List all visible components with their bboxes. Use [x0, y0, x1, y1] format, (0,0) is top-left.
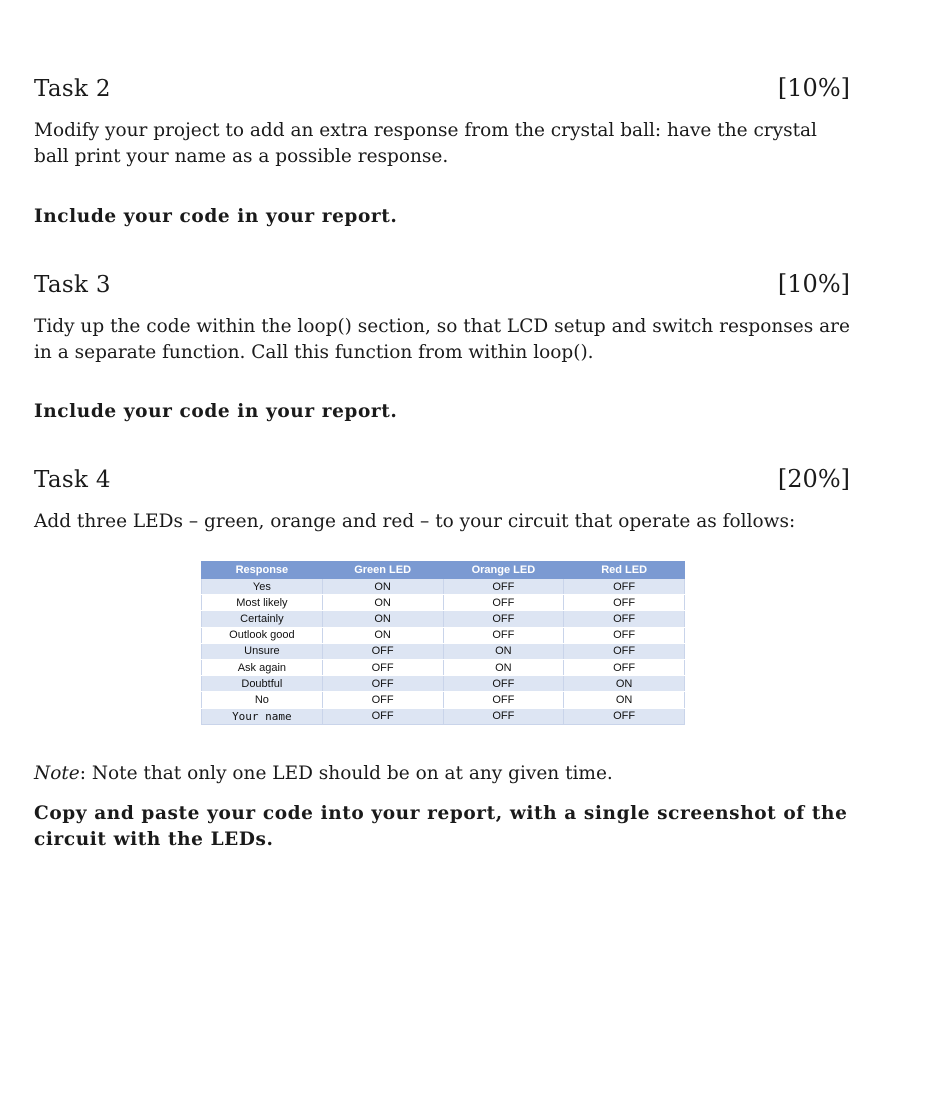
task-3-title: Task 3: [34, 272, 111, 298]
orange-led-cell: OFF: [443, 708, 564, 724]
red-led-cell: OFF: [564, 708, 685, 724]
green-led-cell: OFF: [322, 676, 443, 692]
table-row: [202, 708, 685, 724]
table-row: [202, 676, 685, 692]
column-header-green-led: Green LED: [322, 562, 443, 579]
green-led-cell: ON: [322, 595, 443, 611]
response-cell: Yes: [202, 579, 323, 595]
green-led-cell: OFF: [322, 708, 443, 724]
led-response-table: [201, 561, 685, 725]
task-2-title: Task 2: [34, 76, 111, 102]
green-led-cell: OFF: [322, 692, 443, 708]
red-led-cell: OFF: [564, 643, 685, 659]
response-cell: Unsure: [202, 643, 323, 659]
response-cell: Your name: [202, 708, 323, 724]
response-cell: No: [202, 692, 323, 708]
task-4-title: Task 4: [34, 467, 111, 493]
green-led-cell: ON: [322, 579, 443, 595]
response-cell: Doubtful: [202, 676, 323, 692]
table-row: [202, 659, 685, 675]
orange-led-cell: ON: [443, 643, 564, 659]
task-2-header: [34, 74, 850, 102]
table-row: [202, 595, 685, 611]
task-4-mark: [20%]: [777, 465, 850, 493]
red-led-cell: ON: [564, 692, 685, 708]
note-text: : Note that only one LED should be on at any given time.: [79, 763, 613, 784]
column-header-red-led: Red LED: [564, 562, 685, 579]
table-row: [202, 627, 685, 643]
orange-led-cell: OFF: [443, 595, 564, 611]
red-led-cell: ON: [564, 676, 685, 692]
task-4-description: Add three LEDs – green, orange and red – to your circuit that operate as follows:: [34, 511, 796, 532]
orange-led-cell: OFF: [443, 692, 564, 708]
column-header-orange-led: Orange LED: [443, 562, 564, 579]
orange-led-cell: OFF: [443, 676, 564, 692]
task-2-instruction: Include your code in your report.: [34, 206, 398, 227]
response-cell: Outlook good: [202, 627, 323, 643]
green-led-cell: OFF: [322, 643, 443, 659]
task-4-header: [34, 465, 850, 493]
orange-led-cell: OFF: [443, 579, 564, 595]
green-led-cell: OFF: [322, 659, 443, 675]
table-row: [202, 643, 685, 659]
response-cell: Most likely: [202, 595, 323, 611]
task-3-instruction: Include your code in your report.: [34, 401, 398, 422]
response-cell: Certainly: [202, 611, 323, 627]
note-label: Note: [34, 763, 80, 784]
table-header-row: [202, 562, 685, 579]
orange-led-cell: OFF: [443, 611, 564, 627]
table-row: [202, 579, 685, 595]
green-led-cell: ON: [322, 627, 443, 643]
column-header-response: Response: [202, 562, 323, 579]
note-paragraph: [34, 761, 854, 787]
task-3-header: [34, 270, 850, 298]
red-led-cell: OFF: [564, 579, 685, 595]
green-led-cell: ON: [322, 611, 443, 627]
orange-led-cell: ON: [443, 659, 564, 675]
table-row: [202, 692, 685, 708]
red-led-cell: OFF: [564, 659, 685, 675]
red-led-cell: OFF: [564, 595, 685, 611]
final-instruction: Copy and paste your code into your report, with a single screenshot of the circuit with the LEDs.: [34, 803, 848, 850]
table-row: [202, 611, 685, 627]
red-led-cell: OFF: [564, 611, 685, 627]
task-3-description: Tidy up the code within the loop() section, so that LCD setup and switch responses are in a separate function. Call this function from within loop().: [34, 316, 850, 363]
task-2-description: Modify your project to add an extra response from the crystal ball: have the crystal ball print your name as a possible response.: [34, 120, 817, 167]
task-2-mark: [10%]: [777, 74, 850, 102]
task-3-mark: [10%]: [777, 270, 850, 298]
response-cell: Ask again: [202, 659, 323, 675]
orange-led-cell: OFF: [443, 627, 564, 643]
red-led-cell: OFF: [564, 627, 685, 643]
